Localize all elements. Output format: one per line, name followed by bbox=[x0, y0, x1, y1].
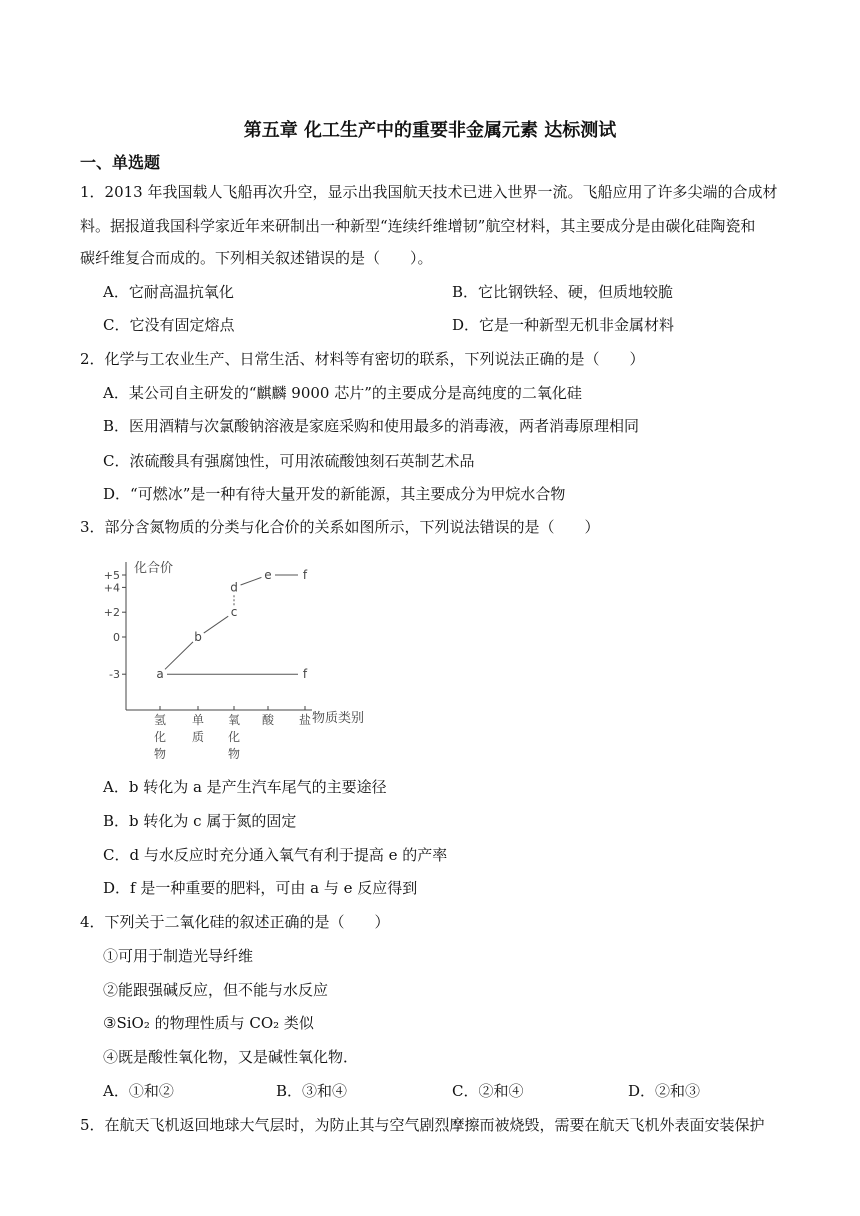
line-b-c bbox=[204, 616, 228, 633]
x-tick-label: 单 bbox=[191, 713, 205, 727]
document-title: 第五章 化工生产中的重要非金属元素 达标测试 bbox=[243, 120, 617, 141]
chart-x-ticks bbox=[154, 706, 311, 761]
chart-x-axis-label: 物质类别 bbox=[312, 711, 365, 726]
x-tick-label: 盐 bbox=[298, 713, 312, 727]
x-tick-label: 氧 bbox=[227, 713, 241, 727]
q3-option-c: C．d 与水反应时充分通入氧气有利于提高 e 的产率 bbox=[103, 846, 448, 864]
point-label-c: c bbox=[230, 605, 238, 620]
q4-stem: 4．下列关于二氧化硅的叙述正确的是（ ） bbox=[80, 913, 390, 931]
y-tick-label: 0 bbox=[113, 631, 120, 644]
y-tick-label: -3 bbox=[109, 668, 120, 682]
q1-option-c: C．它没有固定熔点 bbox=[103, 316, 235, 334]
x-tick-label: 物 bbox=[153, 747, 167, 761]
x-tick-label: 化 bbox=[227, 730, 241, 744]
q1-stem-line3: 碳纤维复合而成的。下列相关叙述错误的是（ ）。 bbox=[80, 249, 433, 267]
point-label-f: f bbox=[302, 568, 308, 582]
line-d-e bbox=[241, 577, 262, 585]
x-tick-label: 质 bbox=[191, 730, 205, 744]
x-tick-label: 氢 bbox=[153, 713, 167, 727]
chart-y-axis-label: 化合价 bbox=[134, 561, 174, 576]
point-label-d: d bbox=[230, 580, 238, 595]
point-label-a: a bbox=[156, 667, 164, 682]
q1-option-d: D．它是一种新型无机非金属材料 bbox=[452, 316, 675, 334]
q1-stem-line2: 料。据报道我国科学家近年来研制出一种新型“连续纤维增韧”航空材料，其主要成分是由碳化硅陶瓷和 bbox=[80, 217, 756, 235]
q1-stem-line1: 1．2013 年我国载人飞船再次升空，显示出我国航天技术已进入世界一流。飞船应用了许多尖端的合成材 bbox=[80, 183, 778, 201]
x-tick-label: 化 bbox=[153, 730, 167, 744]
x-tick-label: 物 bbox=[227, 747, 241, 761]
y-tick-label: +2 bbox=[103, 606, 120, 620]
x-tick-label: 酸 bbox=[261, 713, 275, 727]
q3-option-a: A．b 转化为 a 是产生汽车尾气的主要途径 bbox=[103, 778, 387, 796]
chart-points bbox=[156, 568, 308, 681]
section-heading: 一、单选题 bbox=[80, 153, 161, 172]
chart-axes bbox=[126, 562, 312, 710]
q5-stem-line1: 5．在航天飞机返回地球大气层时，为防止其与空气剧烈摩擦而被烧毁，需要在航天飞机外表面安装保护 bbox=[80, 1116, 765, 1134]
chart-y-ticks bbox=[104, 569, 126, 681]
nitrogen-valence-chart bbox=[100, 552, 400, 764]
q4-statement-4: ④既是酸性氧化物，又是碱性氧化物． bbox=[103, 1048, 359, 1066]
q2-option-c: C．浓硫酸具有强腐蚀性，可用浓硫酸蚀刻石英制艺术品 bbox=[103, 452, 475, 470]
q4-statement-1: ①可用于制造光导纤维 bbox=[103, 947, 254, 965]
q2-option-b: B．医用酒精与次氯酸钠溶液是家庭采购和使用最多的消毒液，两者消毒原理相同 bbox=[103, 417, 640, 435]
q3-option-d: D．f 是一种重要的肥料，可由 a 与 e 反应得到 bbox=[103, 879, 418, 897]
q4-statement-2: ②能跟强碱反应，但不能与水反应 bbox=[103, 981, 329, 999]
q1-option-a: A．它耐高温抗氧化 bbox=[103, 283, 234, 301]
y-tick-label: +5 bbox=[103, 569, 120, 582]
y-tick-label: +4 bbox=[103, 581, 120, 595]
q4-statement-3: ③SiO₂ 的物理性质与 CO₂ 类似 bbox=[103, 1014, 314, 1032]
point-label-f: f bbox=[302, 667, 308, 682]
q2-option-a: A．某公司自主研发的“麒麟 9000 芯片”的主要成分是高纯度的二氧化硅 bbox=[103, 384, 582, 402]
q3-stem: 3．部分含氮物质的分类与化合价的关系如图所示，下列说法错误的是（ ） bbox=[80, 518, 600, 536]
q2-option-d: D．“可燃冰”是一种有待大量开发的新能源，其主要成分为甲烷水合物 bbox=[103, 485, 566, 503]
point-label-e: e bbox=[264, 568, 272, 582]
point-label-b: b bbox=[194, 630, 202, 644]
q2-stem: 2．化学与工农业生产、日常生活、材料等有密切的联系，下列说法正确的是（ ） bbox=[80, 350, 645, 368]
q4-option-a: A．①和② bbox=[103, 1082, 174, 1100]
q4-option-c: C．②和④ bbox=[452, 1082, 524, 1100]
q1-option-b: B．它比钢铁轻、硬，但质地较脆 bbox=[452, 283, 674, 301]
line-a-b bbox=[165, 642, 193, 669]
q3-option-b: B．b 转化为 c 属于氮的固定 bbox=[103, 812, 297, 830]
q4-option-b: B．③和④ bbox=[276, 1082, 348, 1100]
q4-option-d: D．②和③ bbox=[628, 1082, 701, 1100]
